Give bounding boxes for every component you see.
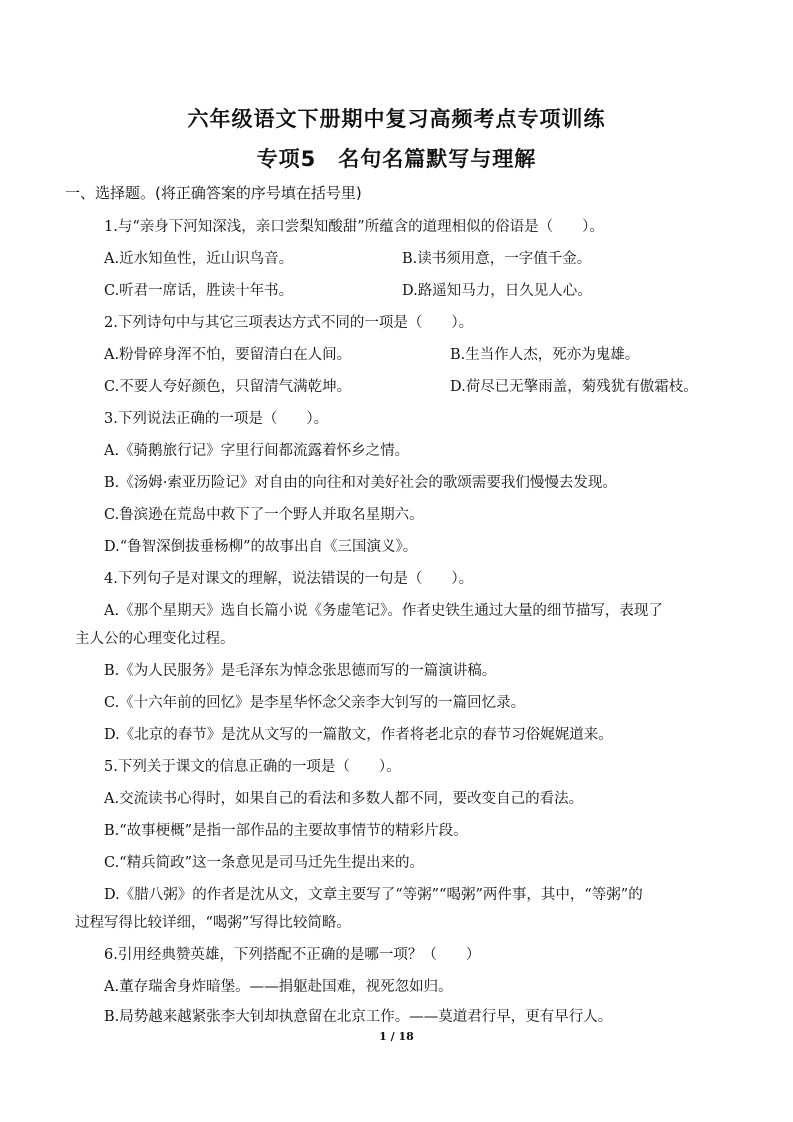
option-d: D.《腊八粥》的作者是沈从文，文章主要写了“等粥”“喝粥”两件事，其中，“等粥”的 [104, 887, 643, 903]
option-d-continuation: 过程写得比较详细，“喝粥”写得比较简略。 [75, 915, 351, 931]
option-b: B.读书须用意，一字值千金。 [402, 251, 592, 267]
question-stem: 6.引用经典赞英雄，下列搭配不正确的是哪一项？（ ） [104, 947, 481, 963]
option-c: C.不要人夸好颜色，只留清气满乾坤。 [104, 379, 352, 395]
option-d: D.《北京的春节》是沈从文写的一篇散文，作者将老北京的春节习俗娓娓道来。 [104, 727, 613, 743]
option-b: B.生当作人杰，死亦为鬼雄。 [450, 347, 640, 363]
question-stem: 1.与“亲身下河知深浅，亲口尝梨知酸甜”所蕴含的道理相似的俗语是（ ）。 [104, 219, 604, 235]
option-c: C.《十六年前的回忆》是李星华怀念父亲李大钊写的一篇回忆录。 [104, 695, 526, 711]
option-a: A.《骑鹅旅行记》字里行间都流露着怀乡之情。 [104, 443, 410, 459]
option-b: B.局势越来越紧张李大钊却执意留在北京工作。——莫道君行早，更有早行人。 [104, 1009, 613, 1025]
option-b: B.《汤姆·索亚历险记》对自由的向往和对美好社会的歌颂需要我们慢慢去发现。 [104, 475, 617, 491]
section-heading: 一、选择题。(将正确答案的序号填在括号里) [65, 184, 362, 202]
option-a: A.近水知鱼性，近山识鸟音。 [104, 251, 294, 267]
option-b: B.“故事梗概”是指一部作品的主要故事情节的精彩片段。 [104, 823, 468, 839]
option-b: B.《为人民服务》是毛泽东为悼念张思德而写的一篇演讲稿。 [104, 663, 497, 679]
option-c: C.鲁滨逊在荒岛中救下了一个野人并取名星期六。 [104, 507, 424, 523]
option-c: C.听君一席话，胜读十年书。 [104, 283, 294, 299]
page-number: 1 / 18 [379, 1030, 414, 1043]
question-stem: 2.下列诗句中与其它三项表达方式不同的一项是（ ）。 [104, 315, 474, 331]
option-a: A.粉骨碎身浑不怕，要留清白在人间。 [104, 347, 352, 363]
option-d: D.荷尽已无擎雨盖，菊残犹有傲霜枝。 [450, 379, 698, 395]
option-a: A.《那个星期天》选自长篇小说《务虚笔记》。作者史铁生通过大量的细节描写，表现了 [104, 603, 663, 619]
document-subtitle: 专项5 名句名篇默写与理解 [256, 147, 537, 171]
option-d: D.“鲁智深倒拔垂杨柳”的故事出自《三国演义》。 [104, 539, 418, 555]
option-c: C.“精兵简政”这一条意见是司马迁先生提出来的。 [104, 855, 425, 871]
question-stem: 4.下列句子是对课文的理解，说法错误的一句是（ ）。 [104, 571, 474, 587]
question-stem: 5.下列关于课文的信息正确的一项是（ ）。 [104, 759, 401, 775]
document-title: 六年级语文下册期中复习高频考点专项训练 [187, 107, 606, 131]
question-stem: 3.下列说法正确的一项是（ ）。 [104, 411, 329, 427]
option-d: D.路遥知马力，日久见人心。 [402, 283, 592, 299]
option-a-continuation: 主人公的心理变化过程。 [75, 631, 235, 647]
option-a: A.交流读书心得时，如果自己的看法和多数人都不同，要改变自己的看法。 [104, 791, 584, 807]
option-a: A.董存瑞舍身炸暗堡。——捐躯赴国难，视死忽如归。 [104, 979, 453, 995]
